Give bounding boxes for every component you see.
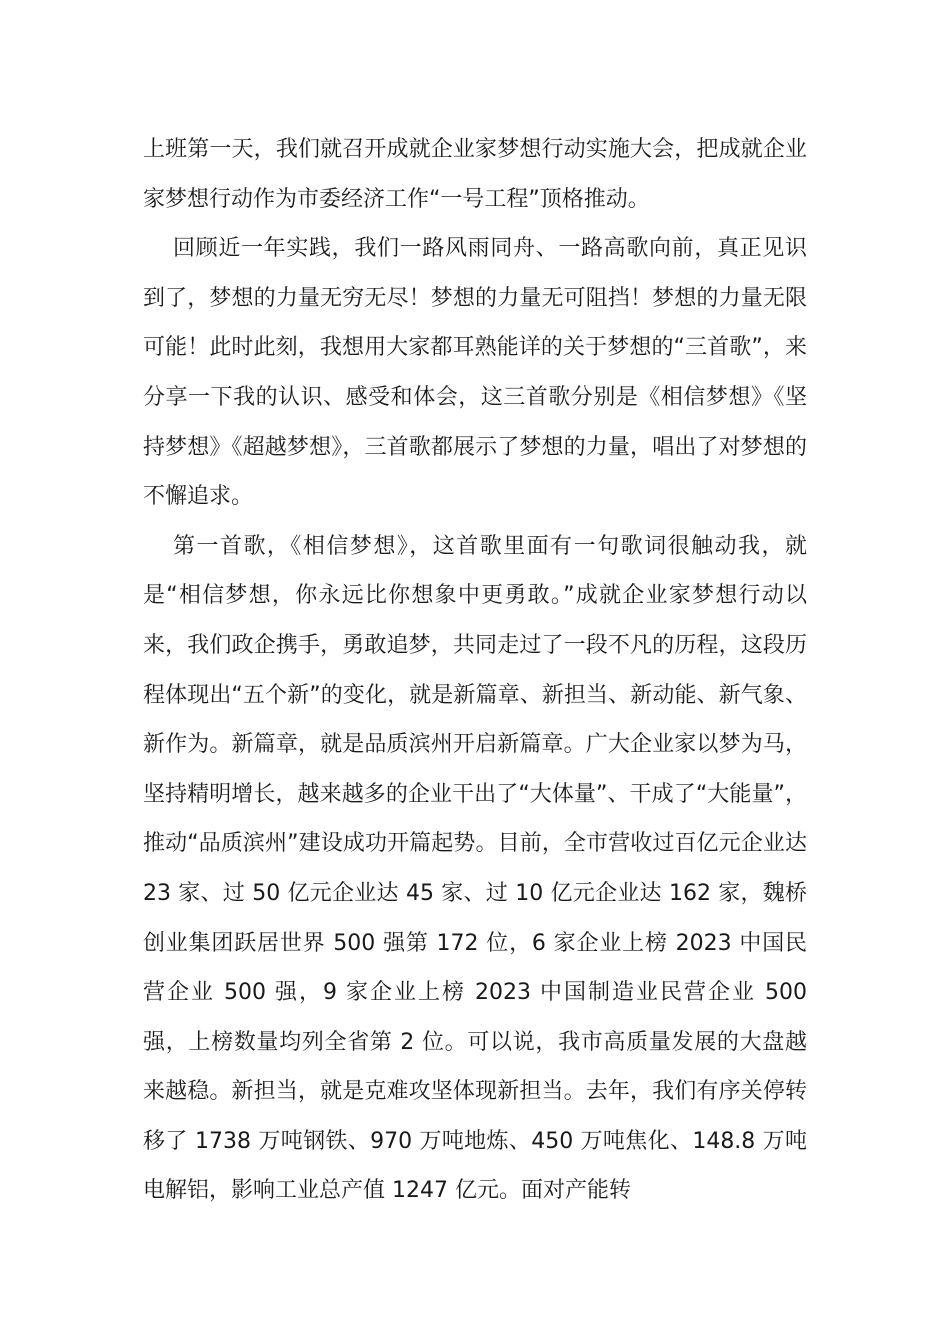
paragraph-2: 回顾近一年实践，我们一路风雨同舟、一路高歌向前，真正见识到了，梦想的力量无穷无尽！梦想的力量无可阻挡！梦想的力量无限可能！此时此刻，我想用大家都耳熟能详的关于梦想的“三首歌”，来分享一下我的认识、感受和体会，这三首歌分别是《相信梦想》《坚持梦想》《超越梦想》，三首歌都展示了梦想的力量，唱出了对梦想的不懈追求。	[143, 236, 807, 510]
document-body	[143, 125, 807, 1216]
paragraph-1: 上班第一天，我们就召开成就企业家梦想行动实施大会，把成就企业家梦想行动作为市委经济工作“一号工程”顶格推动。	[143, 137, 807, 212]
paragraph-3: 第一首歌，《相信梦想》，这首歌里面有一句歌词很触动我，就是“相信梦想，你永远比你想象中更勇敢。”成就企业家梦想行动以来，我们政企携手，勇敢追梦，共同走过了一段不凡的历程，这段历程体现出“五个新”的变化，就是新篇章、新担当、新动能、新气象、新作为。新篇章，就是品质滨州开启新篇章。广大企业家以梦为马，坚持精明增长，越来越多的企业干出了“大体量”、干成了“大能量”，推动“品质滨州”建设成功开篇起势。目前，全市营收过百亿元企业达 23 家、过 50 亿元企业达 45 家、过 10 亿元企业达 162 家，魏桥创业集团跃居世界 500 强第 172 位，6 家企业上榜 2023 中国民营企业 500 强，9 家企业上榜 2023 中国制造业民营企业 500 强，上榜数量均列全省第 2 位。可以说，我市高质量发展的大盘越来越稳。新担当，就是克难攻坚体现新担当。去年，我们有序关停转移了 1738 万吨钢铁、970 万吨地炼、450 万吨焦化、148.8 万吨电解铝，影响工业总产值 1247 亿元。面对产能转	[143, 533, 807, 1204]
